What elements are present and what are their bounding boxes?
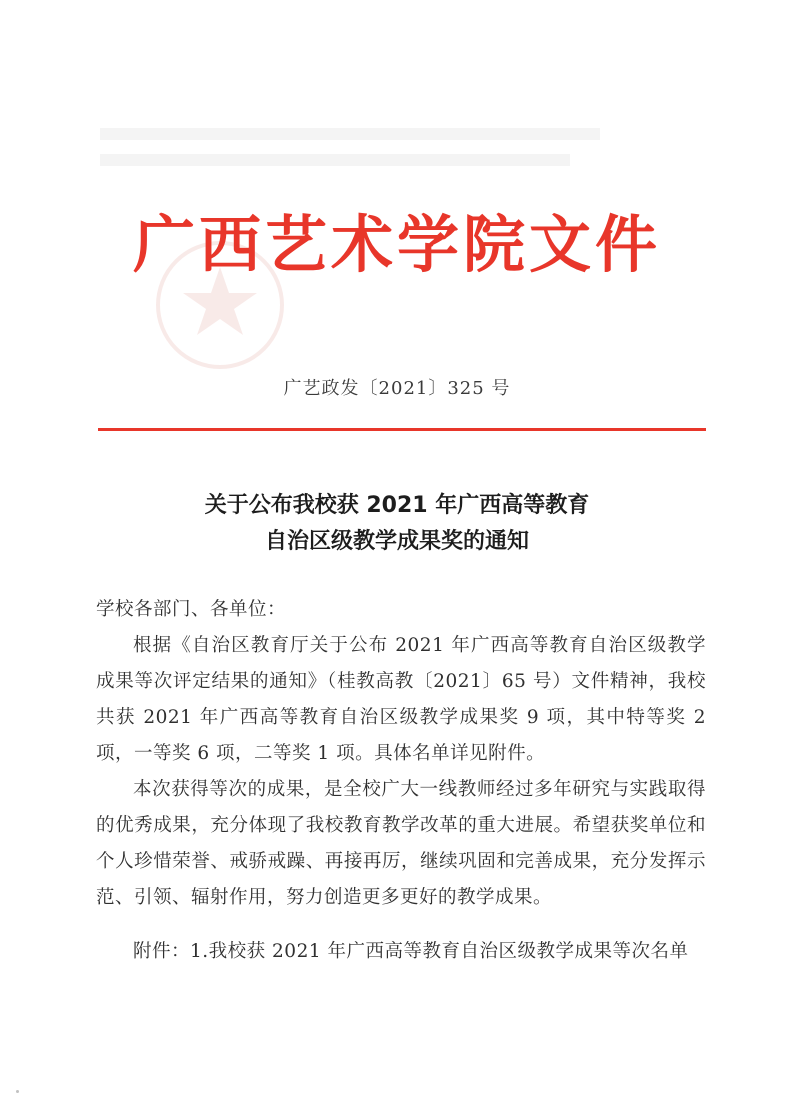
show-through-text	[100, 128, 660, 198]
scan-speck	[16, 1090, 19, 1093]
document-title	[0, 488, 794, 560]
institution-header-title: 广西艺术学院文件	[132, 208, 661, 281]
paragraph-2: 本次获得等次的成果，是全校广大一线教师经过多年研究与实践取得的优秀成果，充分体现了我校教育教学改革的重大进展。希望获奖单位和个人珍惜荣誉、戒骄戒躁、再接再厉，继续巩固和完善成果，充分发挥示范、引领、辐射作用，努力创造更多更好的教学成果。	[96, 779, 706, 908]
document-title-line-2: 自治区级教学成果奖的通知	[264, 529, 529, 554]
attachment-line: 附件：1.我校获 2021 年广西高等教育自治区级教学成果等次名单	[133, 941, 689, 962]
document-number: 广艺政发〔2021〕325 号	[283, 378, 511, 399]
document-body	[96, 592, 706, 916]
salutation: 学校各部门、各单位：	[96, 599, 287, 620]
document-title-line-1: 关于公布我校获 2021 年广西高等教育	[204, 493, 590, 518]
paragraph-1: 根据《自治区教育厅关于公布 2021 年广西高等教育自治区级教学成果等次评定结果的通知》（桂教高教〔2021〕65 号）文件精神，我校共获 2021 年广西高等教育自治区级教学成果奖 9 项，其中特等奖 2 项，一等奖 6 项，二等奖 1 项。具体名单详见附件。	[96, 635, 706, 764]
red-divider	[98, 428, 706, 431]
